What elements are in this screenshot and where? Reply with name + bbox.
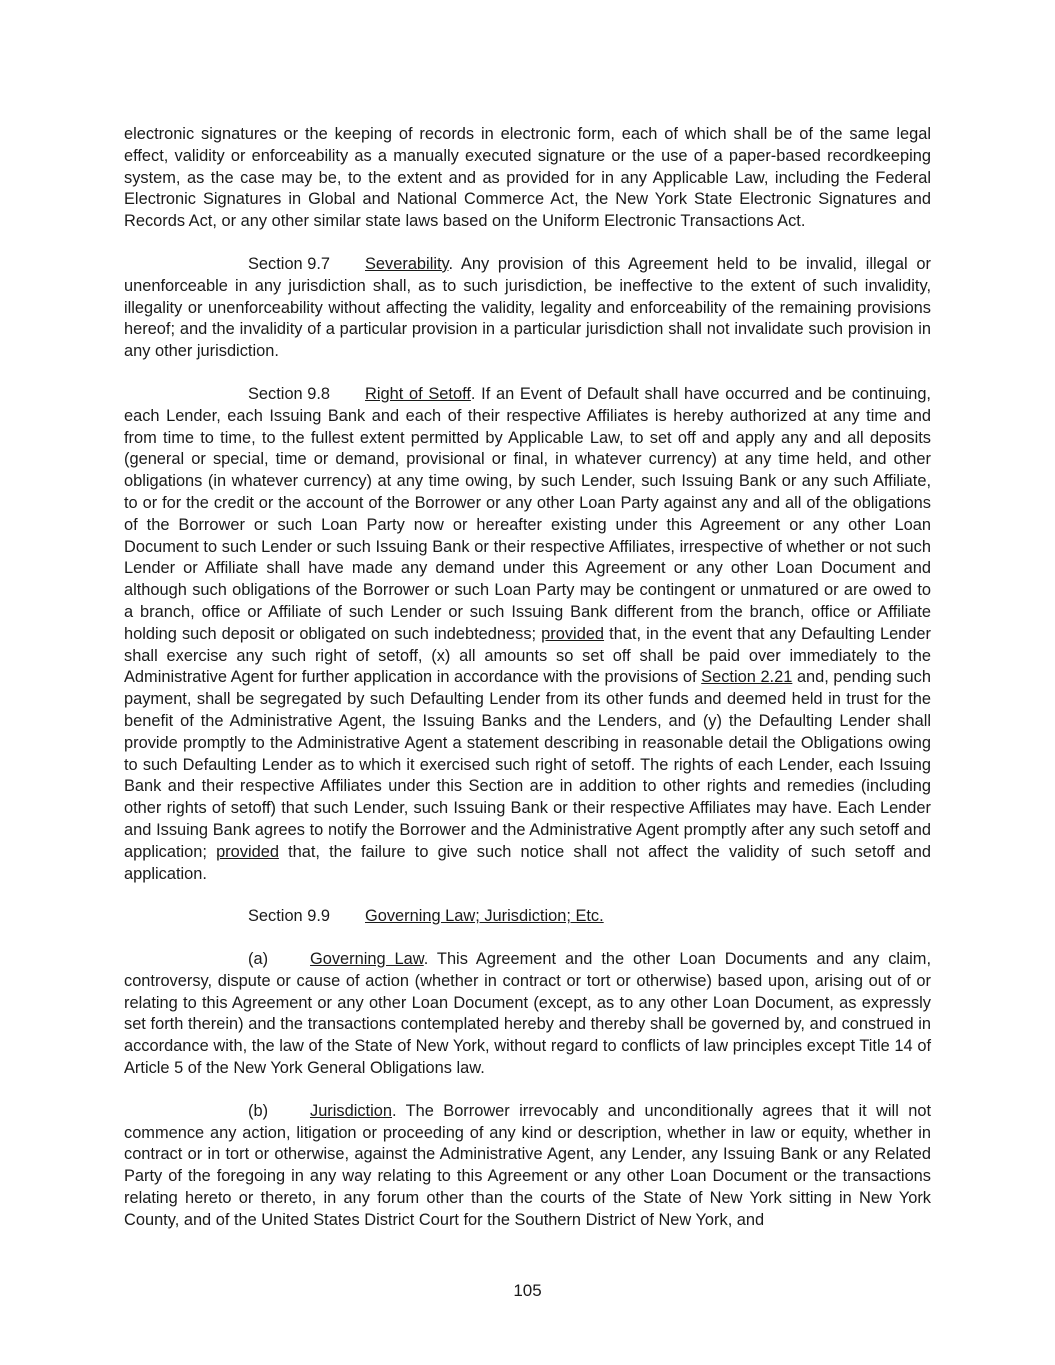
- page-number: 105: [513, 1281, 542, 1300]
- section-title: Severability: [365, 254, 449, 273]
- subsection-title: Governing Law: [310, 950, 424, 969]
- section-cross-reference: Section 2.21: [701, 668, 793, 687]
- provided-term: provided: [541, 624, 605, 643]
- subsection-body: . The Borrower irrevocably and unconditionally agrees that it will not commence any action, litigation or proceeding of any kind or description, whether in law or equity, whether in contract or in tort or otherwise, against the Administrative Agent, any Lender, any Issuing Bank or any Related Party of the foregoing in any way relating to this Agreement or any other Loan Document or the transactions relating hereto or thereto, in any forum other than the courts of the State of New York sitting in New York County, and of the United States District Court for the Southern District of New York, and: [124, 1101, 931, 1229]
- section-body-part-2: that, in the event that any Defaulting Lender shall exercise any such right of setoff, (x) all amounts so set off shall be paid over immediately to the Administrative Agent for further application in accordance with the provisions of: [124, 624, 931, 687]
- section-body-part-4: that, the failure to give such notice shall not affect the validity of such setoff and application.: [124, 842, 931, 883]
- document-page: [124, 124, 931, 1253]
- paragraph-intro: [124, 124, 931, 233]
- section-9-8: [124, 384, 931, 885]
- subsection-label: (b): [248, 1101, 269, 1120]
- section-9-9-heading: [124, 906, 931, 928]
- section-body-part-3: and, pending such payment, shall be segregated by such Defaulting Lender from its other funds and deemed held in trust for the benefit of the Administrative Agent, the Issuing Banks and the Lenders, and (y) the Defaulting Lender shall provide promptly to the Administrative Agent a statement describing in reasonable detail the Obligations owing to such Defaulting Lender as to which it exercised such right of setoff. The rights of each Lender, each Issuing Bank and their respective Affiliates under this Section are in addition to other rights and remedies (including other rights of setoff) that such Lender, such Issuing Bank or their respective Affiliates may have. Each Lender and Issuing Bank agrees to notify the Borrower and the Administrative Agent promptly after any such setoff and application;: [124, 668, 931, 861]
- section-number: Section 9.7: [248, 254, 331, 273]
- provided-term: provided: [216, 842, 279, 861]
- section-9-9-b: [124, 1101, 931, 1232]
- section-9-9-a: [124, 949, 931, 1080]
- subsection-title: Jurisdiction: [310, 1101, 392, 1120]
- subsection-body: . This Agreement and the other Loan Documents and any claim, controversy, dispute or cause of action (whether in contract or tort or otherwise) based upon, arising out of or relating to this Agreement or any other Loan Document (except, as to any other Loan Document, as expressly set forth therein) and the transactions contemplated hereby and thereby shall be governed by, and construed in accordance with, the law of the State of New York, without regard to conflicts of law principles except Title 14 of Article 5 of the New York General Obligations law.: [124, 950, 932, 1078]
- section-9-7: [124, 254, 931, 363]
- section-number: Section 9.8: [248, 384, 331, 403]
- section-title: Governing Law; Jurisdiction; Etc.: [365, 907, 604, 926]
- section-title: Right of Setoff: [365, 384, 471, 403]
- subsection-label: (a): [248, 950, 269, 969]
- intro-text: electronic signatures or the keeping of records in electronic form, each of which shall be of the same legal effect, validity or enforceability as a manually executed signature or the use of a paper-based recordkeeping system, as the case may be, to the extent and as provided for in any Applicable Law, including the Federal Electronic Signatures in Global and National Commerce Act, the New York State Electronic Signatures and Records Act, or any other similar state laws based on the Uniform Electronic Transactions Act.: [124, 125, 931, 231]
- section-body-part-1: . If an Event of Default shall have occurred and be continuing, each Lender, each Issuing Bank and each of their respective Affiliates is hereby authorized at any time and from time to time, to the fullest extent permitted by Applicable Law, to set off and apply any and all deposits (general or special, time or demand, provisional or final, in whatever currency) at any time held, and other obligations (in whatever currency) at any time owing, by such Lender, such Issuing Bank or any such Affiliate, to or for the credit or the account of the Borrower or any other Loan Party against any and all of the obligations of the Borrower or such Loan Party now or hereafter existing under this Agreement or any other Loan Document to such Lender or such Issuing Bank or their respective Affiliates, irrespective of whether or not such Lender or Affiliate shall have made any demand under this Agreement or any other Loan Document and although such obligations of the Borrower or such Loan Party may be contingent or unmatured or are owed to a branch, office or Affiliate of such Lender or such Issuing Bank different from the branch, office or Affiliate holding such deposit or obligated on such indebtedness;: [124, 384, 931, 643]
- section-number: Section 9.9: [248, 907, 331, 926]
- section-body: . Any provision of this Agreement held to be invalid, illegal or unenforceable in any jurisdiction shall, as to such jurisdiction, be ineffective to the extent of such invalidity, illegality or unenforceability without affecting the validity, legality and enforceability of the remaining provisions hereof; and the invalidity of a particular provision in a particular jurisdiction shall not invalidate such provision in any other jurisdiction.: [124, 254, 931, 361]
